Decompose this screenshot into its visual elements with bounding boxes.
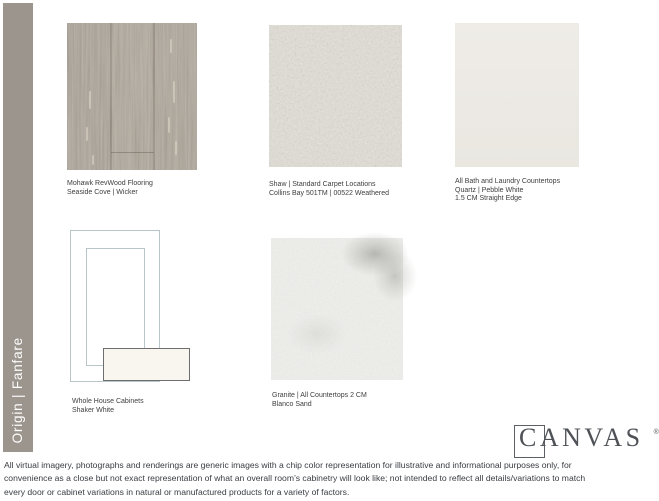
caption-line: Seaside Cove | Wicker — [67, 188, 138, 196]
disclaimer-line: convenience as a close but not exact representation of what an overall room’s cabinetry will look like; not intended to reflect all details/variations to match — [4, 473, 586, 484]
caption-line: All Bath and Laundry Countertops — [455, 178, 561, 185]
carpet-sample-image — [269, 25, 402, 167]
canvas-logo — [519, 423, 659, 457]
caption-line: 1.5 CM Straight Edge — [455, 195, 522, 202]
flooring-caption — [67, 180, 153, 197]
caption-line: Quartz | Pebble White — [455, 186, 524, 194]
caption-line: Shaker White — [72, 406, 115, 414]
logo-text: CANVAS — [519, 423, 644, 452]
cabinet-color-swatch — [103, 348, 190, 381]
disclaimer-text — [4, 459, 585, 499]
caption-line: Collins Bay 501TM | 00522 Weathered — [269, 189, 389, 197]
registered-trademark-icon: ® — [653, 429, 659, 436]
granite-caption — [272, 392, 367, 409]
cabinets-caption — [72, 398, 144, 415]
collection-sidebar — [3, 3, 33, 452]
caption-line: Mohawk RevWood Flooring — [67, 180, 153, 187]
collection-name-label: Origin | Fanfare — [10, 336, 25, 443]
caption-line: Whole House Cabinets — [72, 398, 144, 405]
quartz-caption — [455, 178, 560, 204]
flooring-sample-image — [67, 23, 197, 170]
caption-line: Blanco Sand — [272, 400, 312, 408]
disclaimer-line: every door or cabinet variations in natural or manufactured products for a variety of factors. — [4, 486, 350, 497]
caption-line: Granite | All Countertops 2 CM — [272, 392, 367, 399]
caption-line: Shaw | Standard Carpet Locations — [269, 181, 376, 188]
carpet-caption — [269, 181, 389, 198]
quartz-sample-image — [455, 23, 579, 167]
disclaimer-line: All virtual imagery, photographs and renderings are generic images with a chip color representation for illustrative and informational purposes only, for — [4, 460, 572, 470]
granite-sample-image — [271, 238, 403, 380]
